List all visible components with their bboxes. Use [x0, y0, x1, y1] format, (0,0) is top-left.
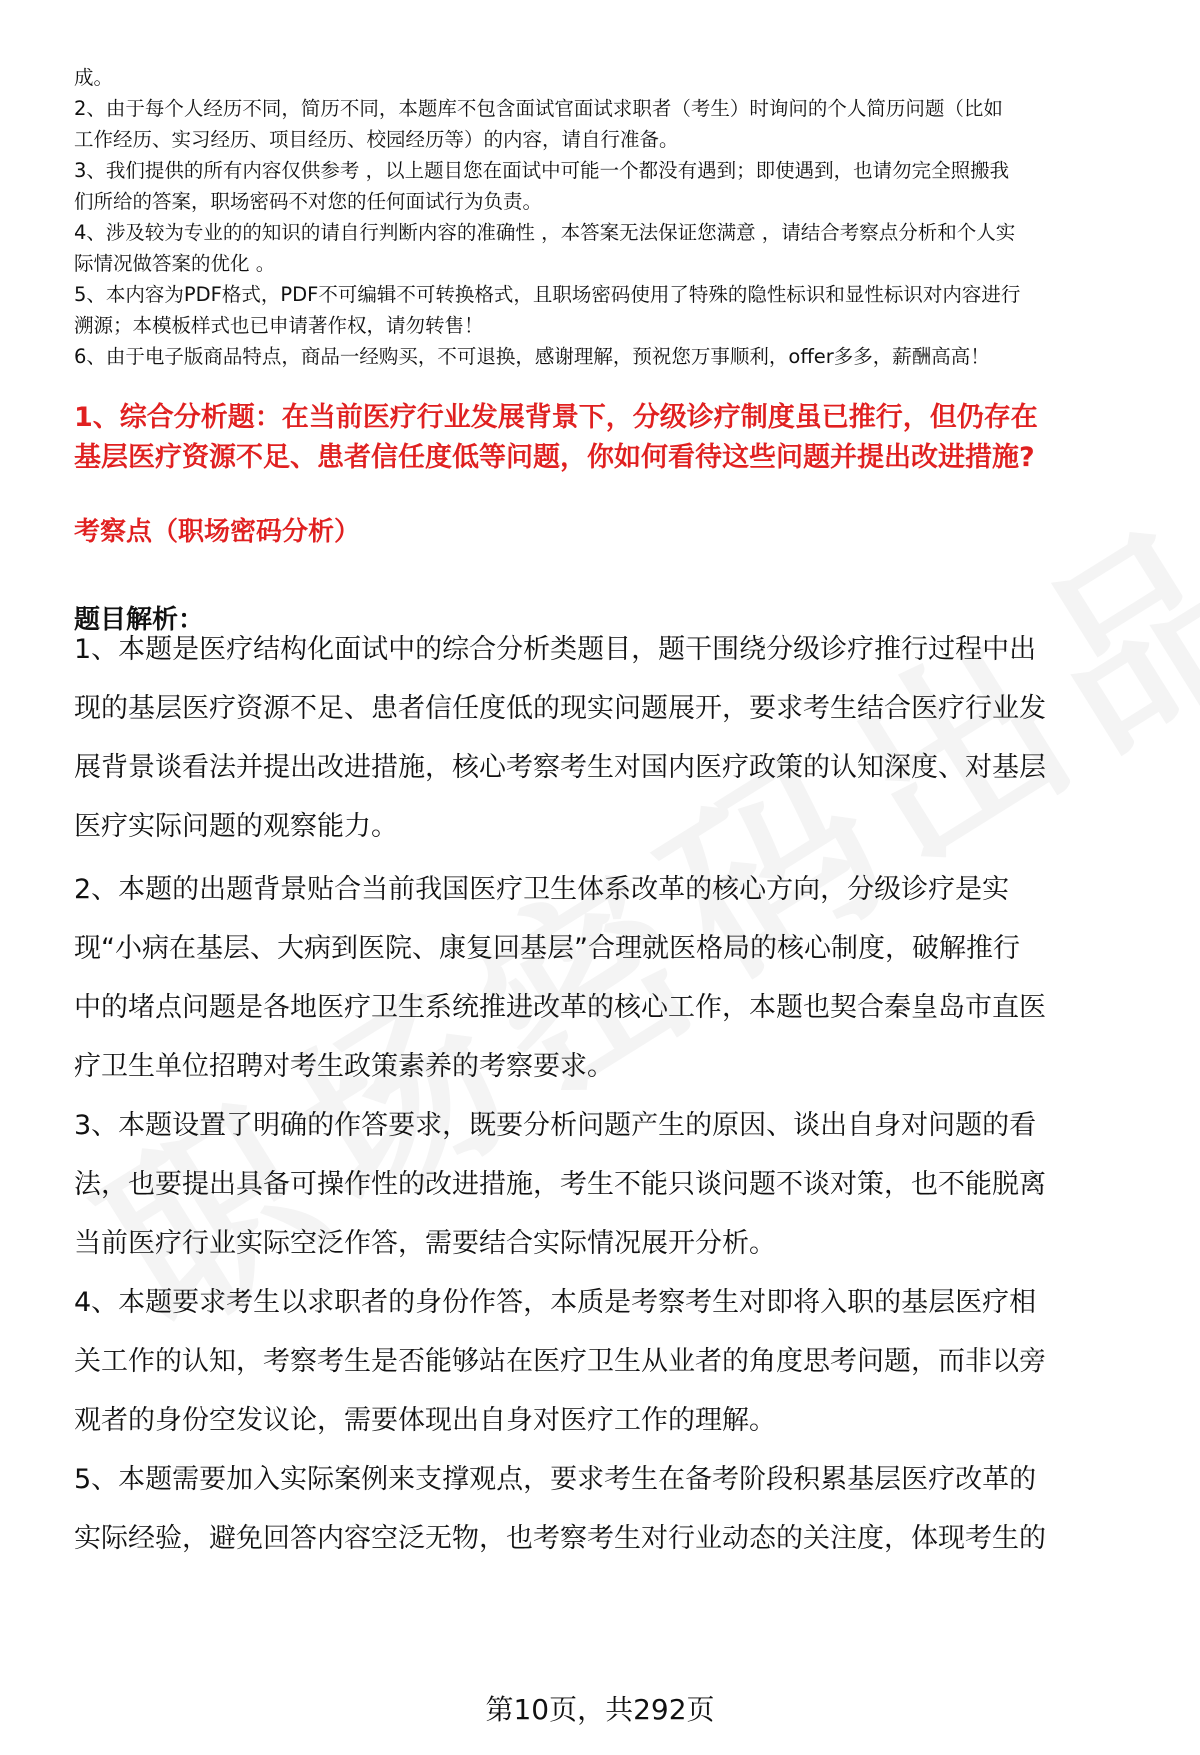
paragraph-line: 当前医疗行业实际空泛作答，需要结合实际情况展开分析。	[74, 1228, 776, 1259]
question-title-line: 1、综合分析题：在当前医疗行业发展背景下，分级诊疗制度虽已推行，但仍存在	[74, 402, 1038, 433]
analysis-paragraph-1	[74, 620, 1154, 856]
note-line: 们所给的答案，职场密码不对您的任何面试行为负责。	[74, 190, 543, 213]
paragraph-line: 医疗实际问题的观察能力。	[74, 811, 398, 842]
paragraph-line: 展背景谈看法并提出改进措施，核心考察考生对国内医疗政策的认知深度、对基层	[74, 752, 1046, 783]
paragraph-line: 2、本题的出题背景贴合当前我国医疗卫生体系改革的核心方向，分级诊疗是实	[74, 874, 1010, 905]
paragraph-line: 现“小病在基层、大病到医院、康复回基层”合理就医格局的核心制度，破解推行	[74, 933, 1020, 964]
notes-section	[74, 62, 1164, 372]
paragraph-line: 3、本题设置了明确的作答要求，既要分析问题产生的原因、谈出自身对问题的看	[74, 1110, 1037, 1141]
note-line: 工作经历、实习经历、项目经历、校园经历等）的内容，请自行准备。	[74, 128, 679, 151]
paragraph-line: 实际经验，避免回答内容空泛无物，也考察考生对行业动态的关注度，体现考生的	[74, 1523, 1046, 1554]
note-line: 5、本内容为PDF格式，PDF不可编辑不可转换格式，且职场密码使用了特殊的隐性标识和显性标识对内容进行	[74, 283, 1021, 306]
paragraph-line: 1、本题是医疗结构化面试中的综合分析类题目，题干围绕分级诊疗推行过程中出	[74, 634, 1037, 665]
paragraph-line: 4、本题要求考生以求职者的身份作答，本质是考察考生对即将入职的基层医疗相	[74, 1287, 1037, 1318]
note-line: 成。	[74, 66, 114, 89]
paragraph-line: 疗卫生单位招聘对考生政策素养的考察要求。	[74, 1051, 614, 1082]
paragraph-line: 5、本题需要加入实际案例来支撑观点，要求考生在备考阶段积累基层医疗改革的	[74, 1464, 1037, 1495]
analysis-heading: 题目解析：	[74, 605, 205, 635]
page-number-footer: 第10页，共292页	[485, 1693, 715, 1726]
paragraph-line: 法，也要提出具备可操作性的改进措施，考生不能只谈问题不谈对策，也不能脱离	[74, 1169, 1046, 1200]
paragraph-line: 观者的身份空发议论，需要体现出自身对医疗工作的理解。	[74, 1405, 776, 1436]
analysis-paragraphs-2-5	[74, 860, 1154, 1568]
question-title-line: 基层医疗资源不足、患者信任度低等问题，你如何看待这些问题并提出改进措施?	[74, 442, 1035, 473]
note-line: 际情况做答案的优化 。	[74, 252, 276, 275]
assessment-point-heading: 考察点（职场密码分析）	[74, 517, 361, 547]
note-line: 溯源；本模板样式也已申请著作权，请勿转售！	[74, 314, 484, 337]
paragraph-line: 现的基层医疗资源不足、患者信任度低的现实问题展开，要求考生结合医疗行业发	[74, 693, 1046, 724]
note-line: 2、由于每个人经历不同，简历不同，本题库不包含面试官面试求职者（考生）时询问的个人简历问题（比如	[74, 97, 1003, 120]
question-title	[74, 398, 1154, 478]
note-line: 4、涉及较为专业的的知识的请自行判断内容的准确性 ，本答案无法保证您满意 ，请结合考察点分析和个人实	[74, 221, 1016, 244]
paragraph-line: 中的堵点问题是各地医疗卫生系统推进改革的核心工作，本题也契合秦皇岛市直医	[74, 992, 1046, 1023]
note-line: 6、由于电子版商品特点，商品一经购买，不可退换，感谢理解，预祝您万事顺利，offer多多，薪酬高高！	[74, 345, 990, 368]
paragraph-line: 关工作的认知，考察考生是否能够站在医疗卫生从业者的角度思考问题，而非以旁	[74, 1346, 1046, 1377]
note-line: 3、我们提供的所有内容仅供参考 ，以上题目您在面试中可能一个都没有遇到；即使遇到，也请勿完全照搬我	[74, 159, 1010, 182]
